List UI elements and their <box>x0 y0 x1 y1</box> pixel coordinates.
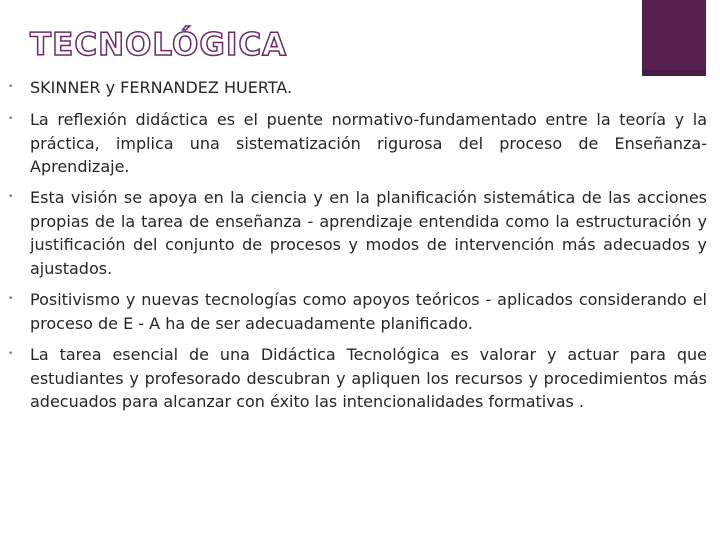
bullet-item <box>8 108 707 179</box>
bullet-item <box>8 76 707 100</box>
bullet-item <box>8 343 707 414</box>
bullet-icon: • <box>8 349 14 359</box>
bullet-icon: • <box>8 82 14 92</box>
bullet-text: Positivismo y nuevas tecnologías como apoyos teóricos - aplicados considerando el proceso de E - A ha de ser adecuadamente planificado. <box>30 290 707 333</box>
bullet-text: Esta visión se apoya en la ciencia y en la planificación sistemática de las acciones propias de la tarea de enseñanza - aprendizaje entendida como la estructuración y justificación del conjunto de procesos y modos de intervención más adecuados y ajustados. <box>30 188 707 278</box>
bullet-icon: • <box>8 192 14 202</box>
bullet-item <box>8 288 707 335</box>
bullet-text: SKINNER y FERNANDEZ HUERTA. <box>30 78 293 97</box>
slide-title: TECNOLÓGICA <box>30 27 288 63</box>
bullet-item <box>8 186 707 280</box>
bullet-icon: • <box>8 114 14 124</box>
bullet-text: La tarea esencial de una Didáctica Tecnológica es valorar y actuar para que estudiantes y profesorado descubran y apliquen los recursos y procedimientos más adecuados para alcanzar con éxito las intencionalidades formativas . <box>30 345 707 411</box>
bullet-text: La reflexión didáctica es el puente normativo-fundamentado entre la teoría y la práctica, implica una sistematización rigurosa del proceso de Enseñanza- Aprendizaje. <box>30 110 707 176</box>
bullet-icon: • <box>8 294 14 304</box>
